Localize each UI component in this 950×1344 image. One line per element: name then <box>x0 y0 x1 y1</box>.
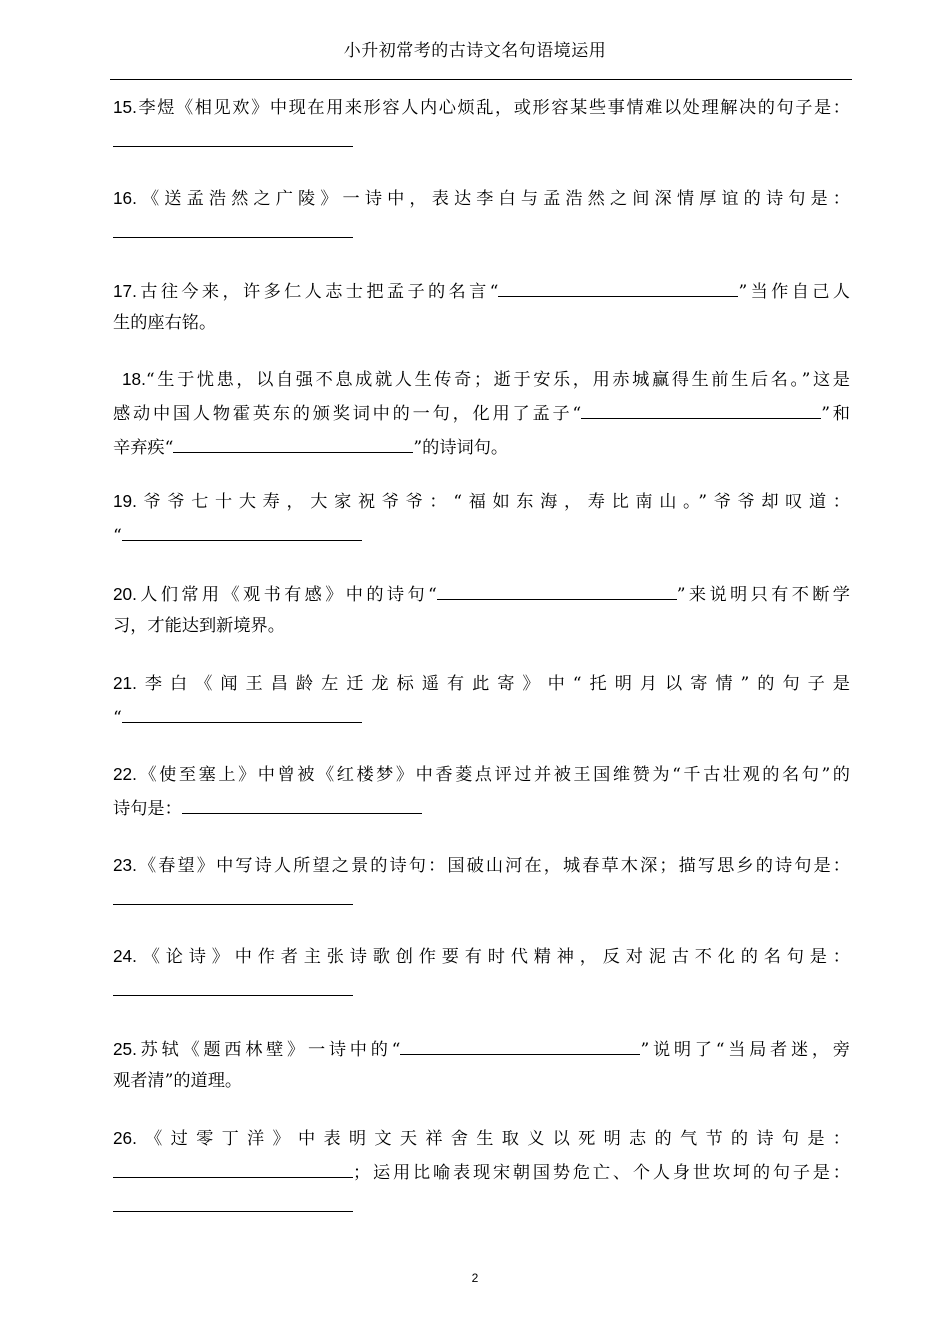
question-text: “ <box>113 708 122 728</box>
answer-blank[interactable] <box>113 973 353 996</box>
answer-blank[interactable] <box>122 518 362 541</box>
answer-blank[interactable] <box>498 274 738 297</box>
question-text: 《春望》中写诗人所望之景的诗句：国破山河在，城春草木深；描写思乡的诗句是： <box>136 856 850 876</box>
question-number: 20. <box>113 584 137 604</box>
question-text: 辛弃疾“ <box>113 438 174 458</box>
question-number: 24. <box>113 946 137 966</box>
question-text: 诗句是： <box>113 799 182 819</box>
question-text: 苏轼《题西林壁》一诗中的“ <box>136 1040 401 1060</box>
question-text: 爷爷七十大寿，大家祝爷爷：“福如东海，寿比南山。”爷爷却叹道： <box>136 492 850 512</box>
question-text: ；运用比喻表现宋朝国势危亡、个人身世坎坷的句子是： <box>353 1163 850 1183</box>
answer-blank[interactable] <box>113 215 353 238</box>
question-number: 16. <box>113 188 137 208</box>
question-text: 观者清”的道理。 <box>113 1071 243 1091</box>
question-number: 18. <box>122 369 146 389</box>
question-25 <box>113 1032 850 1097</box>
question-24 <box>113 941 850 1007</box>
question-number: 15. <box>113 97 137 117</box>
question-20 <box>113 577 850 642</box>
question-text: “ <box>113 526 122 546</box>
question-number: 26. <box>113 1128 137 1148</box>
question-number: 23. <box>113 855 137 875</box>
question-text: 生的座右铭。 <box>113 313 217 333</box>
question-text: 感动中国人物霍英东的颁奖词中的一句，化用了孟子“ <box>113 404 582 424</box>
question-22 <box>113 759 850 825</box>
question-16 <box>113 183 850 249</box>
question-17 <box>113 274 850 339</box>
question-number: 17. <box>113 281 137 301</box>
answer-blank[interactable] <box>113 1189 353 1212</box>
question-text: 古往今来，许多仁人志士把孟子的名言“ <box>136 282 499 302</box>
question-text: 《送孟浩然之广陵》一诗中，表达李白与孟浩然之间深情厚谊的诗句是： <box>136 189 850 209</box>
question-number: 21. <box>113 673 137 693</box>
question-text: 《使至塞上》中曾被《红楼梦》中香菱点评过并被王国维赞为“千古壮观的名句”的 <box>136 765 850 785</box>
question-text: 李煜《相见欢》中现在用来形容人内心烦乱，或形容某些事情难以处理解决的句子是： <box>136 98 850 118</box>
question-text: 《论诗》中作者主张诗歌创作要有时代精神，反对泥古不化的名句是： <box>136 947 850 967</box>
answer-blank[interactable] <box>182 791 422 814</box>
question-text: ”说明了“当局者迷，旁 <box>640 1040 850 1060</box>
question-23 <box>113 850 850 916</box>
question-number: 22. <box>113 764 137 784</box>
question-text: 习，才能达到新境界。 <box>113 616 285 636</box>
answer-blank[interactable] <box>113 882 353 905</box>
question-number: 25. <box>113 1039 137 1059</box>
question-21 <box>113 668 850 734</box>
page-number: 2 <box>471 1271 479 1285</box>
question-text: 人们常用《观书有感》中的诗句“ <box>136 585 437 605</box>
question-18 <box>113 364 850 464</box>
question-text: 《过零丁洋》中表明文天祥舍生取义以死明志的气节的诗句是： <box>136 1129 850 1149</box>
question-text: ”来说明只有不断学 <box>676 585 850 605</box>
answer-blank[interactable] <box>173 430 413 453</box>
answer-blank[interactable] <box>437 577 677 600</box>
question-text: ”的诗词句。 <box>413 438 509 458</box>
answer-blank[interactable] <box>113 124 353 147</box>
answer-blank[interactable] <box>122 700 362 723</box>
answer-blank[interactable] <box>400 1032 640 1055</box>
question-26 <box>113 1123 850 1223</box>
question-text: 李白《闻王昌龄左迁龙标遥有此寄》中“托明月以寄情”的句子是 <box>136 674 850 694</box>
answer-blank[interactable] <box>113 1155 353 1178</box>
question-19 <box>113 486 850 552</box>
question-number: 19. <box>113 491 137 511</box>
question-15 <box>113 92 850 158</box>
page-header-title: 小升初常考的古诗文名句语境运用 <box>343 41 607 61</box>
question-text: “生于忧患，以自强不息成就人生传奇；逝于安乐，用赤城赢得生前生后名。”这是 <box>145 370 850 390</box>
header-rule <box>110 79 852 80</box>
question-text: ”和 <box>821 404 850 424</box>
answer-blank[interactable] <box>581 396 821 419</box>
question-text: ”当作自己人 <box>738 282 850 302</box>
